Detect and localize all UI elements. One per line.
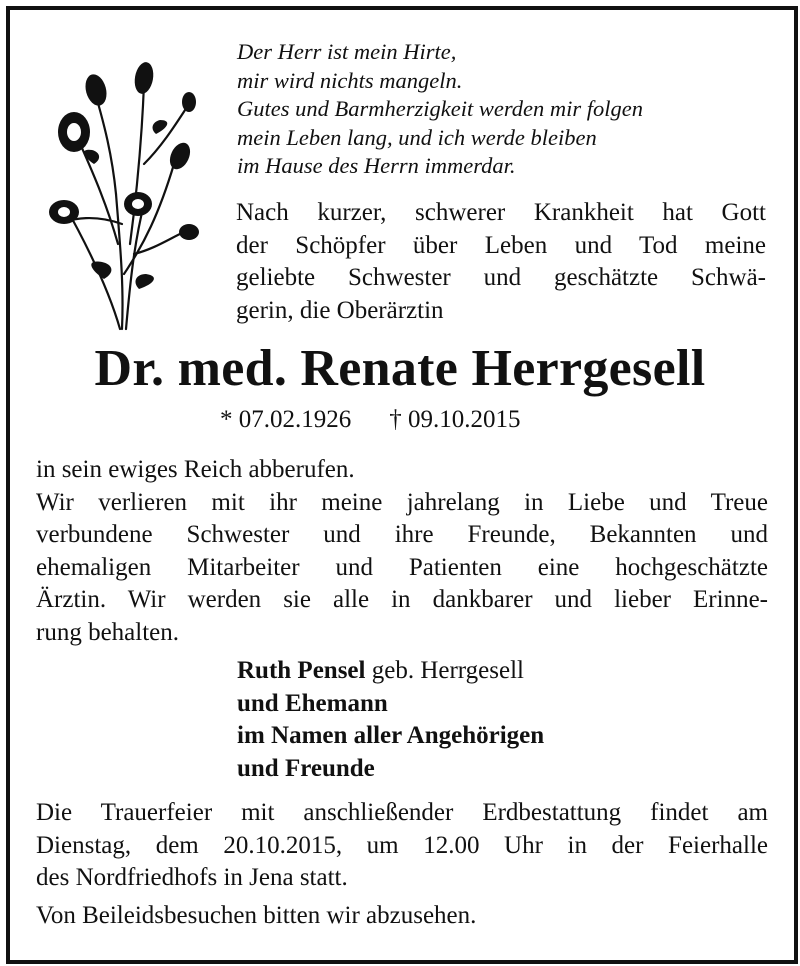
funeral-line: Die Trauerfeier mit anschließender Erdbestattung findet am <box>36 799 768 826</box>
psalm-quote <box>237 38 643 181</box>
body-line: rung behalten. <box>36 618 180 646</box>
psalm-line: im Hause des Herrn immerdar. <box>237 153 516 178</box>
deceased-name: Dr. med. Renate Herrgesell <box>94 340 706 397</box>
psalm-line: mein Leben lang, und ich werde bleiben <box>237 124 597 150</box>
signature-block <box>237 655 544 785</box>
intro-line: der Schöpfer über Leben und Tod meine <box>236 231 766 259</box>
psalm-line: Der Herr ist mein Hirte, <box>237 39 457 64</box>
body-line: verbundene Schwester und ihre Freunde, Bekannten und <box>36 521 768 548</box>
body-line: Wir verlieren mit ihr meine jahrelang in Liebe und Treue <box>36 488 768 516</box>
psalm-line: mir wird nichts mangeln. <box>237 67 463 93</box>
intro-line: geliebte Schwester und geschätzte Schwä- <box>236 264 766 291</box>
body-line: Ärztin. Wir werden sie alle in dankbarer und lieber Erinne- <box>36 586 768 613</box>
signature-name: Ruth Pensel <box>237 657 366 684</box>
signature-line: und Freunde <box>237 754 375 782</box>
funeral-line: des Nordfriedhofs in Jena statt. <box>36 864 348 891</box>
body-line: ehemaligen Mitarbeiter und Patienten eine hochgeschätzte <box>36 553 768 581</box>
condolence-note: Von Beileidsbesuchen bitten wir abzusehen. <box>36 902 477 929</box>
body-text <box>36 454 768 649</box>
signature-line <box>237 655 544 688</box>
body-line: in sein ewiges Reich abberufen. <box>36 456 355 483</box>
funeral-info <box>36 797 768 895</box>
intro-line: gerin, die Oberärztin <box>236 296 444 324</box>
death-date: † 09.10.2015 <box>389 406 521 433</box>
psalm-line: Gutes und Barmherzigkeit werden mir folgen <box>237 96 643 121</box>
signature-line: und Ehemann <box>237 689 388 717</box>
intro-text <box>236 197 766 327</box>
funeral-line: Dienstag, dem 20.10.2015, um 12.00 Uhr in der Feierhalle <box>36 831 768 859</box>
signature-line: im Namen aller Angehörigen <box>237 722 545 749</box>
birth-date: * 07.02.1926 <box>220 406 352 433</box>
signature-maiden-name: geb. Herrgesell <box>365 657 524 684</box>
rose-bouquet-illustration <box>34 44 204 334</box>
intro-line: Nach kurzer, schwerer Krankheit hat Gott <box>236 199 766 226</box>
life-dates <box>220 404 521 436</box>
